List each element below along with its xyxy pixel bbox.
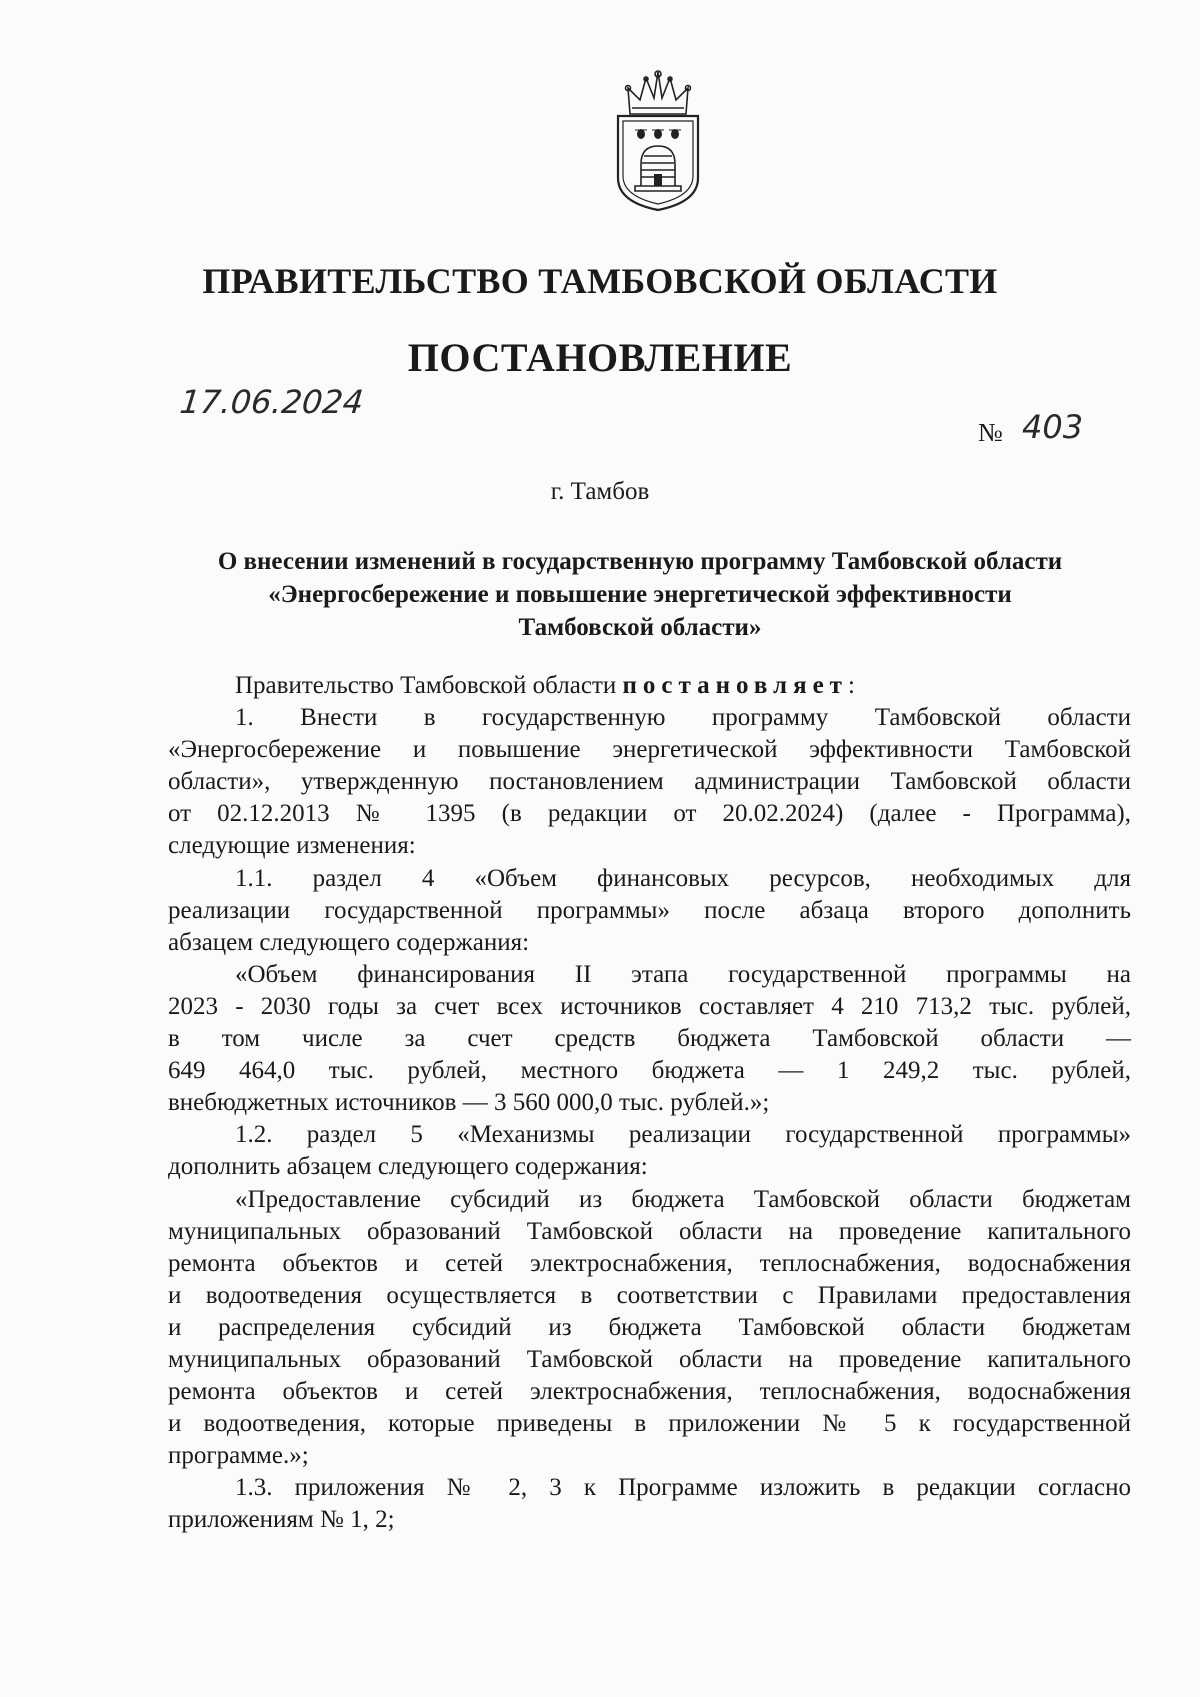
decree-number-label: № [978,418,1003,447]
decree-number: 403 [1022,408,1084,446]
body-line: дополнить абзацем следующего содержания: [168,1153,648,1181]
subject-line: Тамбовской области» [518,614,762,641]
body-line: ремонта объектов и сетей электроснабжения, теплоснабжения, водоснабжения [168,1378,1131,1406]
body-line: следующие изменения: [168,832,416,860]
subject-line: «Энергосбережение и повышение энергетической эффективности [268,581,1012,608]
decree-body [168,670,1131,1537]
body-line: и водоотведения, которые приведены в приложении № 5 к государственной [168,1410,1131,1438]
body-line: «Предоставление субсидий из бюджета Тамбовской области бюджетам [235,1185,1131,1213]
body-line: и распределения субсидий из бюджета Тамбовской области бюджетам [168,1313,1131,1341]
city-name: г. Тамбов [550,478,650,505]
body-line: от 02.12.2013 № 1395 (в редакции от 20.02.2024) (далее - Программа), [168,800,1131,828]
body-line: 1. Внести в государственную программу Тамбовской области [235,704,1131,732]
intro-colon: : [847,672,855,699]
body-line: 1.1. раздел 4 «Объем финансовых ресурсов, необходимых для [235,864,1131,892]
decree-date: 17.06.2024 [178,383,366,421]
body-line: реализации государственной программы» после абзаца второго дополнить [168,896,1131,924]
government-title: ПРАВИТЕЛЬСТВО ТАМБОВСКОЙ ОБЛАСТИ [202,261,998,301]
body-line: и водоотведения осуществляется в соответствии с Правилами предоставления [168,1281,1131,1309]
body-line: муниципальных образований Тамбовской области на проведение капитального [168,1217,1131,1245]
body-line: 1.3. приложения № 2, 3 к Программе изложить в редакции согласно [235,1474,1131,1502]
body-line: 649 464,0 тыс. рублей, местного бюджета — 1 249,2 тыс. рублей, [168,1057,1131,1085]
intro-verb: постановляет [622,672,848,699]
intro-text: Правительство Тамбовской области [235,672,617,699]
body-intro [168,670,1131,702]
body-line: «Энергосбережение и повышение энергетической эффективности Тамбовской [168,736,1131,764]
decree-subject [160,545,1120,644]
body-line: области», утвержденную постановлением администрации Тамбовской области [168,768,1131,796]
tambov-coat-of-arms-icon [608,68,708,213]
body-line: «Объем финансирования II этапа государственной программы на [235,960,1131,988]
body-line: внебюджетных источников — 3 560 000,0 тыс. рублей.»; [168,1089,770,1117]
body-line: в том числе за счет средств бюджета Тамбовской области — [168,1025,1131,1053]
body-line: приложениям № 1, 2; [168,1506,395,1534]
body-line: ремонта объектов и сетей электроснабжения, теплоснабжения, водоснабжения [168,1249,1131,1277]
body-line: муниципальных образований Тамбовской области на проведение капитального [168,1345,1131,1373]
document-type-title: ПОСТАНОВЛЕНИЕ [407,335,793,380]
body-line: абзацем следующего содержания: [168,928,530,956]
body-line: 1.2. раздел 5 «Механизмы реализации государственной программы» [235,1121,1131,1149]
body-line: 2023 - 2030 годы за счет всех источников составляет 4 210 713,2 тыс. рублей, [168,992,1131,1020]
subject-line: О внесении изменений в государственную программу Тамбовской области [217,548,1063,575]
body-line: программе.»; [168,1442,309,1470]
